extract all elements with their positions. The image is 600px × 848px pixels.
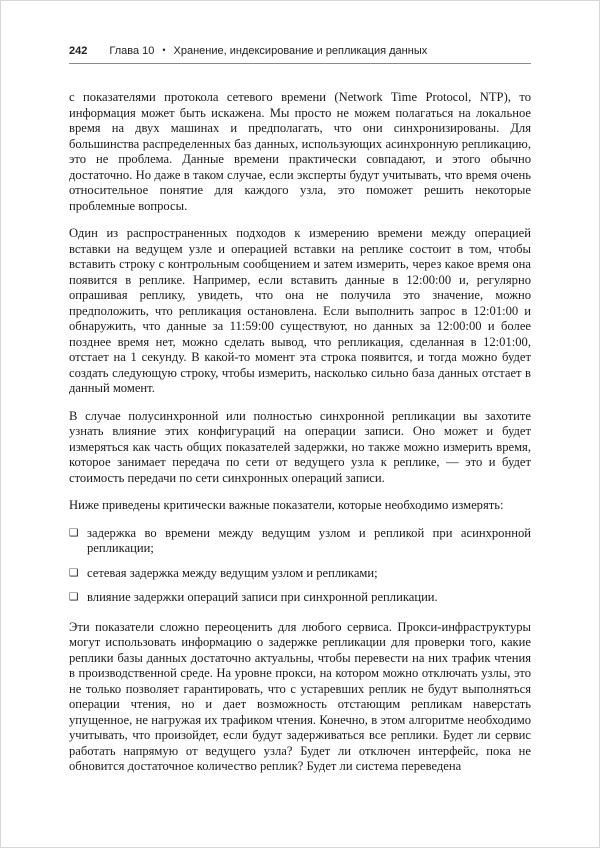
- paragraph-heartbeat-measure: Один из распространенных подходов к измерению времени между операцией вставки на ведущем узле и операцией вставки на реплике состоит в том, чтобы вставить строку с контрольным сообщением и затем измерить, через какое время она появится в реплике. Например, если вставить данные в 12:00:00 и, регулярно опрашивая реплику, увидеть, что она не получила это значение, можно предположить, что репликация остановлена. Если выполнить запрос в 12:01:00 и обнаружить, что данные за 11:59:00 существуют, но данных за 12:00:00 и более позднее время нет, можно сделать вывод, что репликация, сделанная в 12:01:00, отстает на 1 секунду. В какой-то момент эта строка появится, и тогда можно будет создать следующую строку, чтобы измерить, насколько сильно база данных отстает в данный момент.: [69, 226, 531, 395]
- paragraph-ntp-skew: с показателями протокола сетевого времени (Network Time Protocol, NTP), то информация может быть искажена. Мы просто не можем полагаться на локальное время на двух машинах и предполагать, что они синхронизированы. Для большинства распределенных баз данных, использующих асинхронную репликацию, это не проблема. Данные времени практически совпадают, и этого обычно достаточно. Но даже в таком случае, если эксперты будут учитывать, что время очень относительное понятие для каждого узла, это поможет решить некоторые проблемные вопросы.: [69, 90, 531, 213]
- chapter-label: Глава 10: [109, 45, 155, 57]
- paragraph-sync-replication: В случае полусинхронной или полностью синхронной репликации вы захотите узнать влияние этих конфигураций на операции записи. Оно может и будет измеряться как часть общих показателей задержки, но также можно измерить время, которое занимает передача по сети от ведущего узла к реплике, — это и будет стоимость передачи по сети синхронных операций записи.: [69, 408, 531, 485]
- square-bullet-icon: ❑: [69, 566, 79, 579]
- header-rule: [69, 63, 531, 64]
- page-number: 242: [69, 45, 88, 57]
- list-item: [69, 590, 531, 606]
- square-bullet-icon: ❑: [69, 526, 79, 539]
- square-bullet-icon: ❑: [69, 591, 79, 603]
- chapter-title: Хранение, индексирование и репликация данных: [173, 45, 428, 57]
- list-item: [69, 566, 531, 582]
- page-body: [69, 90, 531, 775]
- paragraph-proxy-infrastructure: Эти показатели сложно переоценить для любого сервиса. Прокси-инфраструктуры могут использовать информацию о задержке репликации для проверки того, какие реплики базы данных достаточно актуальны, чтобы перевести на них трафик чтения в производственной среде. На уровне прокси, на котором можно отключать узлы, это не только позволяет гарантировать, что с устаревших реплик не будут выполняться операции чтения, но и дает возможность отстающим репликам наверстать упущенное, не нагружая их трафиком чтения. Конечно, в этом алгоритме необходимо учитывать, что произойдет, если будут задерживаться все реплики. Будет ли сервис работать напрямую от ведущего узла? Будет ли отключен интерфейс, пока не обновится достаточное количество реплик? Будет ли система переведена: [69, 619, 531, 773]
- page-header: [69, 45, 531, 63]
- list-item-text: задержка во времени между ведущим узлом и репликой при асинхронной репликации;: [87, 525, 531, 555]
- list-item-text: влияние задержки операций записи при синхронной репликации.: [87, 590, 438, 604]
- paragraph-metrics-intro: Ниже приведены критически важные показатели, которые необходимо измерять:: [69, 498, 504, 512]
- list-item: [69, 526, 531, 557]
- list-item-text: сетевая задержка между ведущим узлом и репликами;: [87, 565, 378, 580]
- header-separator-dot: •: [162, 45, 166, 55]
- metrics-list: [69, 526, 531, 606]
